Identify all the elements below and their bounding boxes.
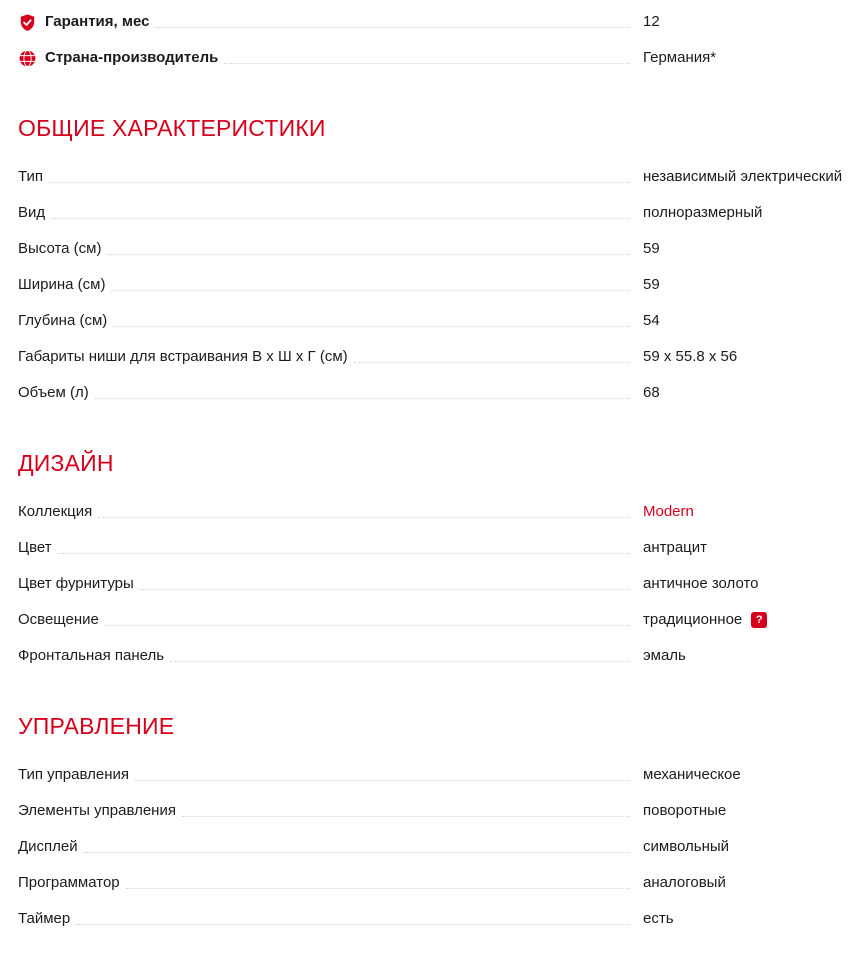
spec-row-color <box>0 529 864 565</box>
dotted-leader <box>58 553 630 554</box>
spec-label: Объем (л) <box>18 384 89 401</box>
spec-label: Фронтальная панель <box>18 647 165 664</box>
dotted-leader <box>105 625 630 626</box>
dotted-leader <box>140 589 630 590</box>
dotted-leader <box>170 661 630 662</box>
spec-label: Коллекция <box>18 503 93 520</box>
spec-label: Дисплей <box>18 838 78 855</box>
dotted-leader <box>111 290 630 291</box>
spec-value: 59 <box>643 240 660 257</box>
spec-row-country <box>0 39 864 75</box>
spec-row-volume <box>0 374 864 410</box>
spec-value: аналоговый <box>643 874 726 891</box>
dotted-leader <box>113 326 630 327</box>
spec-row-warranty <box>0 3 864 39</box>
spec-label: Гарантия, мес <box>45 13 150 30</box>
spec-row-display <box>0 828 864 864</box>
spec-label: Тип управления <box>18 766 129 783</box>
spec-row-collection <box>0 493 864 529</box>
spec-label: Освещение <box>18 611 99 628</box>
dotted-leader <box>126 888 630 889</box>
spec-row-fittings-color <box>0 565 864 601</box>
spec-label: Ширина (см) <box>18 276 106 293</box>
spec-value: 59 <box>643 276 660 293</box>
spec-label: Цвет фурнитуры <box>18 575 134 592</box>
spec-value: антрацит <box>643 539 708 556</box>
dotted-leader <box>76 924 630 925</box>
dotted-leader <box>155 27 630 28</box>
spec-value: античное золото <box>643 575 759 592</box>
spec-row-width <box>0 266 864 302</box>
dotted-leader <box>84 852 630 853</box>
spec-row-control-type <box>0 756 864 792</box>
spec-row-timer <box>0 900 864 936</box>
spec-value: символьный <box>643 838 730 855</box>
section-title-design: ДИЗАЙН <box>18 450 114 476</box>
spec-value: механическое <box>643 766 741 783</box>
dotted-leader <box>98 517 630 518</box>
section-title-general: ОБЩИЕ ХАРАКТЕРИСТИКИ <box>18 115 326 141</box>
dotted-leader <box>354 362 630 363</box>
spec-row-niche-dimensions <box>0 338 864 374</box>
spec-value: 54 <box>643 312 660 329</box>
spec-row-type <box>0 158 864 194</box>
spec-value: полноразмерный <box>643 204 763 221</box>
spec-row-lighting <box>0 601 864 637</box>
section-title-control: УПРАВЛЕНИЕ <box>18 713 175 739</box>
spec-value: 59 х 55.8 х 56 <box>643 348 738 365</box>
spec-label: Программатор <box>18 874 120 891</box>
spec-label: Тип <box>18 168 44 185</box>
spec-row-height <box>0 230 864 266</box>
spec-value: 68 <box>643 384 660 401</box>
spec-value: Германия* <box>643 49 717 66</box>
spec-value <box>643 611 864 629</box>
dotted-leader <box>182 816 630 817</box>
spec-label: Элементы управления <box>18 802 176 819</box>
spec-label: Вид <box>18 204 46 221</box>
spec-value: эмаль <box>643 647 686 664</box>
spec-label: Страна-производитель <box>45 49 219 66</box>
dotted-leader <box>224 63 630 64</box>
shield-check-icon <box>18 13 37 32</box>
spec-row-programmer <box>0 864 864 900</box>
spec-row-control-elements <box>0 792 864 828</box>
spec-label: Цвет <box>18 539 52 556</box>
spec-label: Глубина (см) <box>18 312 108 329</box>
spec-value-text: традиционное <box>643 611 743 628</box>
spec-value: независимый электрический <box>643 168 843 185</box>
spec-value: есть <box>643 910 674 927</box>
help-question-icon[interactable]: ? <box>751 612 767 628</box>
dotted-leader <box>95 398 630 399</box>
globe-icon <box>18 49 37 68</box>
collection-link-modern[interactable]: Modern <box>643 503 694 520</box>
dotted-leader <box>51 218 630 219</box>
spec-row-front-panel <box>0 637 864 673</box>
dotted-leader <box>107 254 630 255</box>
spec-row-depth <box>0 302 864 338</box>
spec-row-kind <box>0 194 864 230</box>
dotted-leader <box>135 780 630 781</box>
dotted-leader <box>49 182 630 183</box>
spec-label: Высота (см) <box>18 240 102 257</box>
spec-value: поворотные <box>643 802 727 819</box>
spec-label: Таймер <box>18 910 71 927</box>
spec-label: Габариты ниши для встраивания В х Ш х Г (см) <box>18 348 348 365</box>
spec-value: 12 <box>643 13 660 30</box>
